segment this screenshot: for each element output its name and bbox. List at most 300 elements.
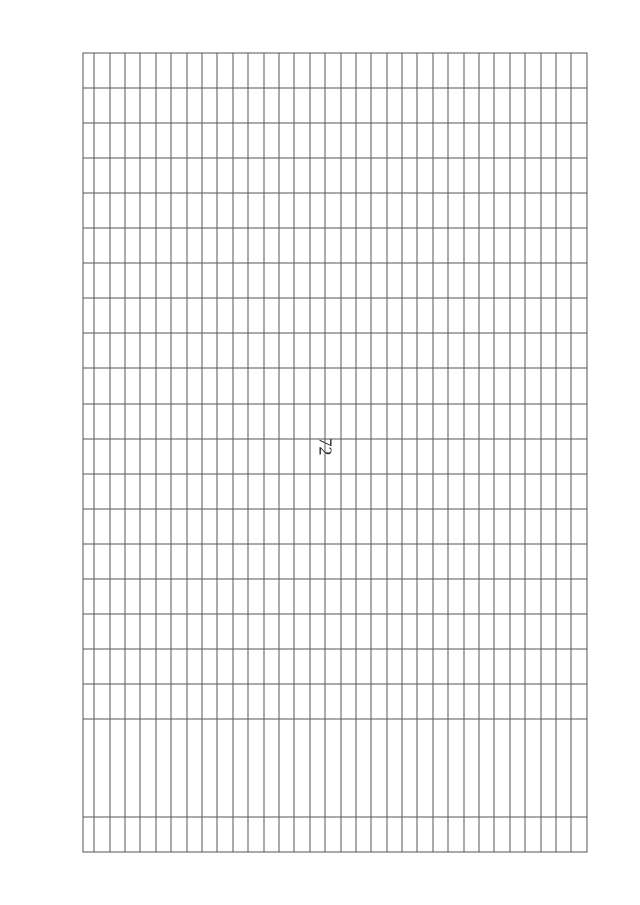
table-cell	[479, 817, 494, 852]
table-cell	[556, 228, 571, 263]
table-cell	[94, 228, 109, 263]
table-cell	[264, 123, 279, 158]
table-cell	[510, 614, 525, 649]
table-cell	[464, 649, 479, 684]
table-cell	[171, 649, 186, 684]
table-cell	[83, 298, 94, 333]
table-cell	[571, 368, 587, 403]
table-cell	[171, 368, 186, 403]
table-cell	[83, 263, 94, 298]
table-cell	[341, 684, 356, 719]
table-cell	[248, 88, 263, 123]
table-cell	[187, 158, 202, 193]
table-cell	[248, 404, 263, 439]
table-cell	[494, 193, 509, 228]
table-cell	[371, 123, 386, 158]
table-cell	[140, 614, 155, 649]
table-cell	[202, 123, 217, 158]
table-cell	[325, 333, 340, 368]
table-cell	[433, 53, 448, 88]
table-cell	[402, 193, 417, 228]
table-cell	[202, 579, 217, 614]
table-cell	[171, 263, 186, 298]
table-cell	[510, 474, 525, 509]
table-cell	[140, 123, 155, 158]
table-cell	[217, 817, 232, 852]
table-cell	[402, 88, 417, 123]
table-cell	[264, 817, 279, 852]
table-cell	[171, 404, 186, 439]
table-cell	[387, 123, 402, 158]
table-cell	[217, 719, 232, 817]
table-row	[433, 53, 448, 852]
table-cell	[233, 649, 248, 684]
table-cell	[510, 404, 525, 439]
table-cell	[402, 158, 417, 193]
table-cell	[156, 439, 171, 474]
table-cell	[94, 474, 109, 509]
table-cell	[94, 368, 109, 403]
table-cell	[479, 404, 494, 439]
table-cell	[294, 53, 309, 88]
table-cell	[279, 509, 294, 544]
table-cell	[264, 719, 279, 817]
table-cell	[417, 817, 432, 852]
table-cell	[510, 263, 525, 298]
table-cell	[387, 298, 402, 333]
table-cell	[187, 298, 202, 333]
table-cell	[279, 53, 294, 88]
table-cell	[371, 404, 386, 439]
table-cell	[479, 544, 494, 579]
table-cell	[387, 88, 402, 123]
table-cell	[417, 333, 432, 368]
table-cell	[448, 88, 463, 123]
table-cell	[341, 719, 356, 817]
table-cell	[402, 368, 417, 403]
table-cell	[264, 509, 279, 544]
table-cell	[417, 614, 432, 649]
table-cell	[387, 719, 402, 817]
table-cell	[356, 439, 371, 474]
table-cell	[279, 123, 294, 158]
table-cell	[371, 614, 386, 649]
table-cell	[125, 544, 140, 579]
table-cell	[279, 228, 294, 263]
table-cell	[233, 614, 248, 649]
table-cell	[156, 817, 171, 852]
rotated-table-container	[83, 53, 588, 853]
table-cell	[525, 53, 540, 88]
table-cell	[310, 193, 325, 228]
table-cell	[110, 509, 125, 544]
table-cell	[433, 368, 448, 403]
table-cell	[525, 298, 540, 333]
table-cell	[156, 719, 171, 817]
table-cell	[156, 544, 171, 579]
table-row	[464, 53, 479, 852]
table-cell	[448, 53, 463, 88]
table-row	[387, 53, 402, 852]
table-cell	[356, 684, 371, 719]
table-cell	[448, 509, 463, 544]
table-cell	[217, 649, 232, 684]
table-cell	[571, 193, 587, 228]
page-number: 72	[315, 437, 336, 456]
table-cell	[525, 579, 540, 614]
table-cell	[402, 228, 417, 263]
table-cell	[448, 474, 463, 509]
table-cell	[556, 817, 571, 852]
table-cell	[156, 579, 171, 614]
table-cell	[294, 544, 309, 579]
table-cell	[571, 579, 587, 614]
table-cell	[217, 228, 232, 263]
table-cell	[479, 614, 494, 649]
table-cell	[94, 158, 109, 193]
table-row	[156, 53, 171, 852]
table-cell	[464, 439, 479, 474]
table-cell	[310, 649, 325, 684]
table-cell	[541, 614, 556, 649]
table-cell	[325, 474, 340, 509]
table-cell	[541, 123, 556, 158]
table-cell	[156, 649, 171, 684]
table-cell	[140, 404, 155, 439]
table-cell	[310, 333, 325, 368]
table-cell	[83, 123, 94, 158]
table-cell	[202, 404, 217, 439]
table-cell	[479, 53, 494, 88]
table-cell	[341, 193, 356, 228]
table-cell	[464, 53, 479, 88]
table-cell	[464, 719, 479, 817]
table-cell	[356, 544, 371, 579]
table-cell	[525, 228, 540, 263]
table-cell	[94, 719, 109, 817]
table-cell	[264, 614, 279, 649]
table-cell	[325, 684, 340, 719]
table-cell	[341, 509, 356, 544]
table-cell	[464, 509, 479, 544]
table-cell	[294, 88, 309, 123]
table-cell	[310, 509, 325, 544]
table-cell	[248, 614, 263, 649]
data-table	[83, 53, 588, 853]
table-cell	[464, 298, 479, 333]
table-cell	[325, 368, 340, 403]
table-cell	[541, 263, 556, 298]
table-cell	[417, 544, 432, 579]
table-row	[356, 53, 371, 852]
table-cell	[402, 333, 417, 368]
table-row	[217, 53, 232, 852]
table-cell	[264, 228, 279, 263]
table-cell	[233, 404, 248, 439]
table-cell	[171, 298, 186, 333]
table-cell	[217, 544, 232, 579]
table-cell	[83, 228, 94, 263]
table-cell	[479, 158, 494, 193]
table-cell	[402, 544, 417, 579]
table-cell	[294, 509, 309, 544]
table-cell	[541, 544, 556, 579]
table-cell	[356, 509, 371, 544]
table-cell	[494, 579, 509, 614]
table-cell	[83, 368, 94, 403]
table-cell	[525, 193, 540, 228]
table-cell	[233, 333, 248, 368]
table-cell	[556, 333, 571, 368]
table-cell	[140, 649, 155, 684]
table-row	[494, 53, 509, 852]
table-cell	[556, 614, 571, 649]
table-cell	[264, 88, 279, 123]
table-cell	[264, 579, 279, 614]
table-cell	[325, 228, 340, 263]
table-cell	[233, 817, 248, 852]
table-cell	[171, 474, 186, 509]
table-cell	[341, 439, 356, 474]
table-cell	[217, 333, 232, 368]
table-cell	[433, 298, 448, 333]
table-cell	[125, 404, 140, 439]
table-cell	[571, 158, 587, 193]
table-cell	[264, 474, 279, 509]
table-cell	[341, 614, 356, 649]
table-row	[248, 53, 263, 852]
table-cell	[356, 53, 371, 88]
table-cell	[233, 53, 248, 88]
table-cell	[264, 404, 279, 439]
table-cell	[356, 719, 371, 817]
table-cell	[448, 123, 463, 158]
table-cell	[156, 298, 171, 333]
table-cell	[571, 53, 587, 88]
table-cell	[233, 193, 248, 228]
table-cell	[264, 544, 279, 579]
table-cell	[264, 368, 279, 403]
table-cell	[402, 579, 417, 614]
table-cell	[217, 298, 232, 333]
table-cell	[294, 474, 309, 509]
table-cell	[202, 439, 217, 474]
table-cell	[556, 298, 571, 333]
table-cell	[448, 684, 463, 719]
table-cell	[187, 474, 202, 509]
table-cell	[187, 614, 202, 649]
table-cell	[94, 649, 109, 684]
table-cell	[541, 88, 556, 123]
table-cell	[556, 53, 571, 88]
table-cell	[94, 544, 109, 579]
table-cell	[433, 684, 448, 719]
table-cell	[310, 123, 325, 158]
table-cell	[202, 719, 217, 817]
table-cell	[387, 228, 402, 263]
table-cell	[571, 298, 587, 333]
table-cell	[94, 684, 109, 719]
table-cell	[556, 474, 571, 509]
table-row	[402, 53, 417, 852]
table-cell	[541, 333, 556, 368]
table-cell	[371, 544, 386, 579]
table-cell	[310, 158, 325, 193]
table-cell	[140, 544, 155, 579]
table-cell	[541, 649, 556, 684]
table-cell	[571, 439, 587, 474]
table-row	[341, 53, 356, 852]
table-cell	[187, 817, 202, 852]
table-cell	[83, 193, 94, 228]
table-row	[448, 53, 463, 852]
table-cell	[356, 474, 371, 509]
table-cell	[202, 333, 217, 368]
table-cell	[294, 614, 309, 649]
table-cell	[264, 298, 279, 333]
table-cell	[341, 817, 356, 852]
table-cell	[541, 228, 556, 263]
table-cell	[448, 368, 463, 403]
table-cell	[279, 544, 294, 579]
table-row	[294, 53, 309, 852]
table-cell	[125, 333, 140, 368]
table-cell	[110, 193, 125, 228]
table-cell	[341, 544, 356, 579]
table-cell	[371, 158, 386, 193]
table-cell	[233, 263, 248, 298]
table-cell	[171, 579, 186, 614]
table-cell	[525, 439, 540, 474]
table-cell	[294, 123, 309, 158]
table-cell	[140, 439, 155, 474]
table-cell	[187, 579, 202, 614]
table-cell	[541, 509, 556, 544]
table-cell	[325, 544, 340, 579]
table-cell	[156, 474, 171, 509]
table-cell	[248, 509, 263, 544]
table-cell	[402, 123, 417, 158]
table-cell	[156, 263, 171, 298]
table-cell	[556, 263, 571, 298]
table-cell	[217, 53, 232, 88]
table-cell	[202, 298, 217, 333]
table-cell	[341, 649, 356, 684]
table-cell	[156, 158, 171, 193]
table-cell	[571, 684, 587, 719]
table-cell	[525, 509, 540, 544]
table-row	[110, 53, 125, 852]
table-cell	[248, 263, 263, 298]
table-cell	[371, 193, 386, 228]
table-cell	[217, 579, 232, 614]
table-cell	[387, 684, 402, 719]
table-cell	[433, 333, 448, 368]
table-cell	[525, 474, 540, 509]
table-row	[479, 53, 494, 852]
table-cell	[479, 368, 494, 403]
table-cell	[541, 193, 556, 228]
table-cell	[479, 298, 494, 333]
table-cell	[371, 333, 386, 368]
table-cell	[202, 544, 217, 579]
table-cell	[264, 684, 279, 719]
table-cell	[479, 474, 494, 509]
table-cell	[279, 649, 294, 684]
table-cell	[556, 193, 571, 228]
table-cell	[110, 228, 125, 263]
table-cell	[294, 649, 309, 684]
table-cell	[494, 544, 509, 579]
table-cell	[140, 263, 155, 298]
table-cell	[402, 439, 417, 474]
table-cell	[140, 228, 155, 263]
table-cell	[556, 439, 571, 474]
table-cell	[310, 53, 325, 88]
table-cell	[156, 123, 171, 158]
table-cell	[217, 88, 232, 123]
table-cell	[310, 439, 325, 474]
table-cell	[187, 368, 202, 403]
table-cell	[187, 228, 202, 263]
table-cell	[94, 404, 109, 439]
table-cell	[279, 404, 294, 439]
table-cell	[402, 614, 417, 649]
table-cell	[371, 228, 386, 263]
table-cell	[279, 368, 294, 403]
table-cell	[494, 439, 509, 474]
table-cell	[556, 544, 571, 579]
table-cell	[464, 263, 479, 298]
table-cell	[125, 614, 140, 649]
table-cell	[156, 53, 171, 88]
table-cell	[402, 263, 417, 298]
table-cell	[571, 123, 587, 158]
table-cell	[248, 544, 263, 579]
table-cell	[433, 474, 448, 509]
table-cell	[94, 263, 109, 298]
table-cell	[494, 368, 509, 403]
table-cell	[510, 439, 525, 474]
table-cell	[541, 158, 556, 193]
table-cell	[94, 298, 109, 333]
table-cell	[187, 263, 202, 298]
table-cell	[171, 228, 186, 263]
table-cell	[371, 719, 386, 817]
table-cell	[433, 509, 448, 544]
table-cell	[140, 817, 155, 852]
table-cell	[294, 333, 309, 368]
table-cell	[325, 404, 340, 439]
table-cell	[448, 404, 463, 439]
table-row	[510, 53, 525, 852]
table-cell	[233, 579, 248, 614]
table-cell	[279, 298, 294, 333]
table-cell	[279, 684, 294, 719]
table-cell	[541, 298, 556, 333]
table-cell	[294, 579, 309, 614]
table-cell	[433, 614, 448, 649]
table-cell	[294, 298, 309, 333]
table-cell	[310, 228, 325, 263]
table-cell	[341, 368, 356, 403]
table-cell	[433, 649, 448, 684]
table-cell	[417, 88, 432, 123]
table-cell	[125, 158, 140, 193]
table-cell	[494, 333, 509, 368]
table-cell	[233, 368, 248, 403]
table-cell	[371, 509, 386, 544]
